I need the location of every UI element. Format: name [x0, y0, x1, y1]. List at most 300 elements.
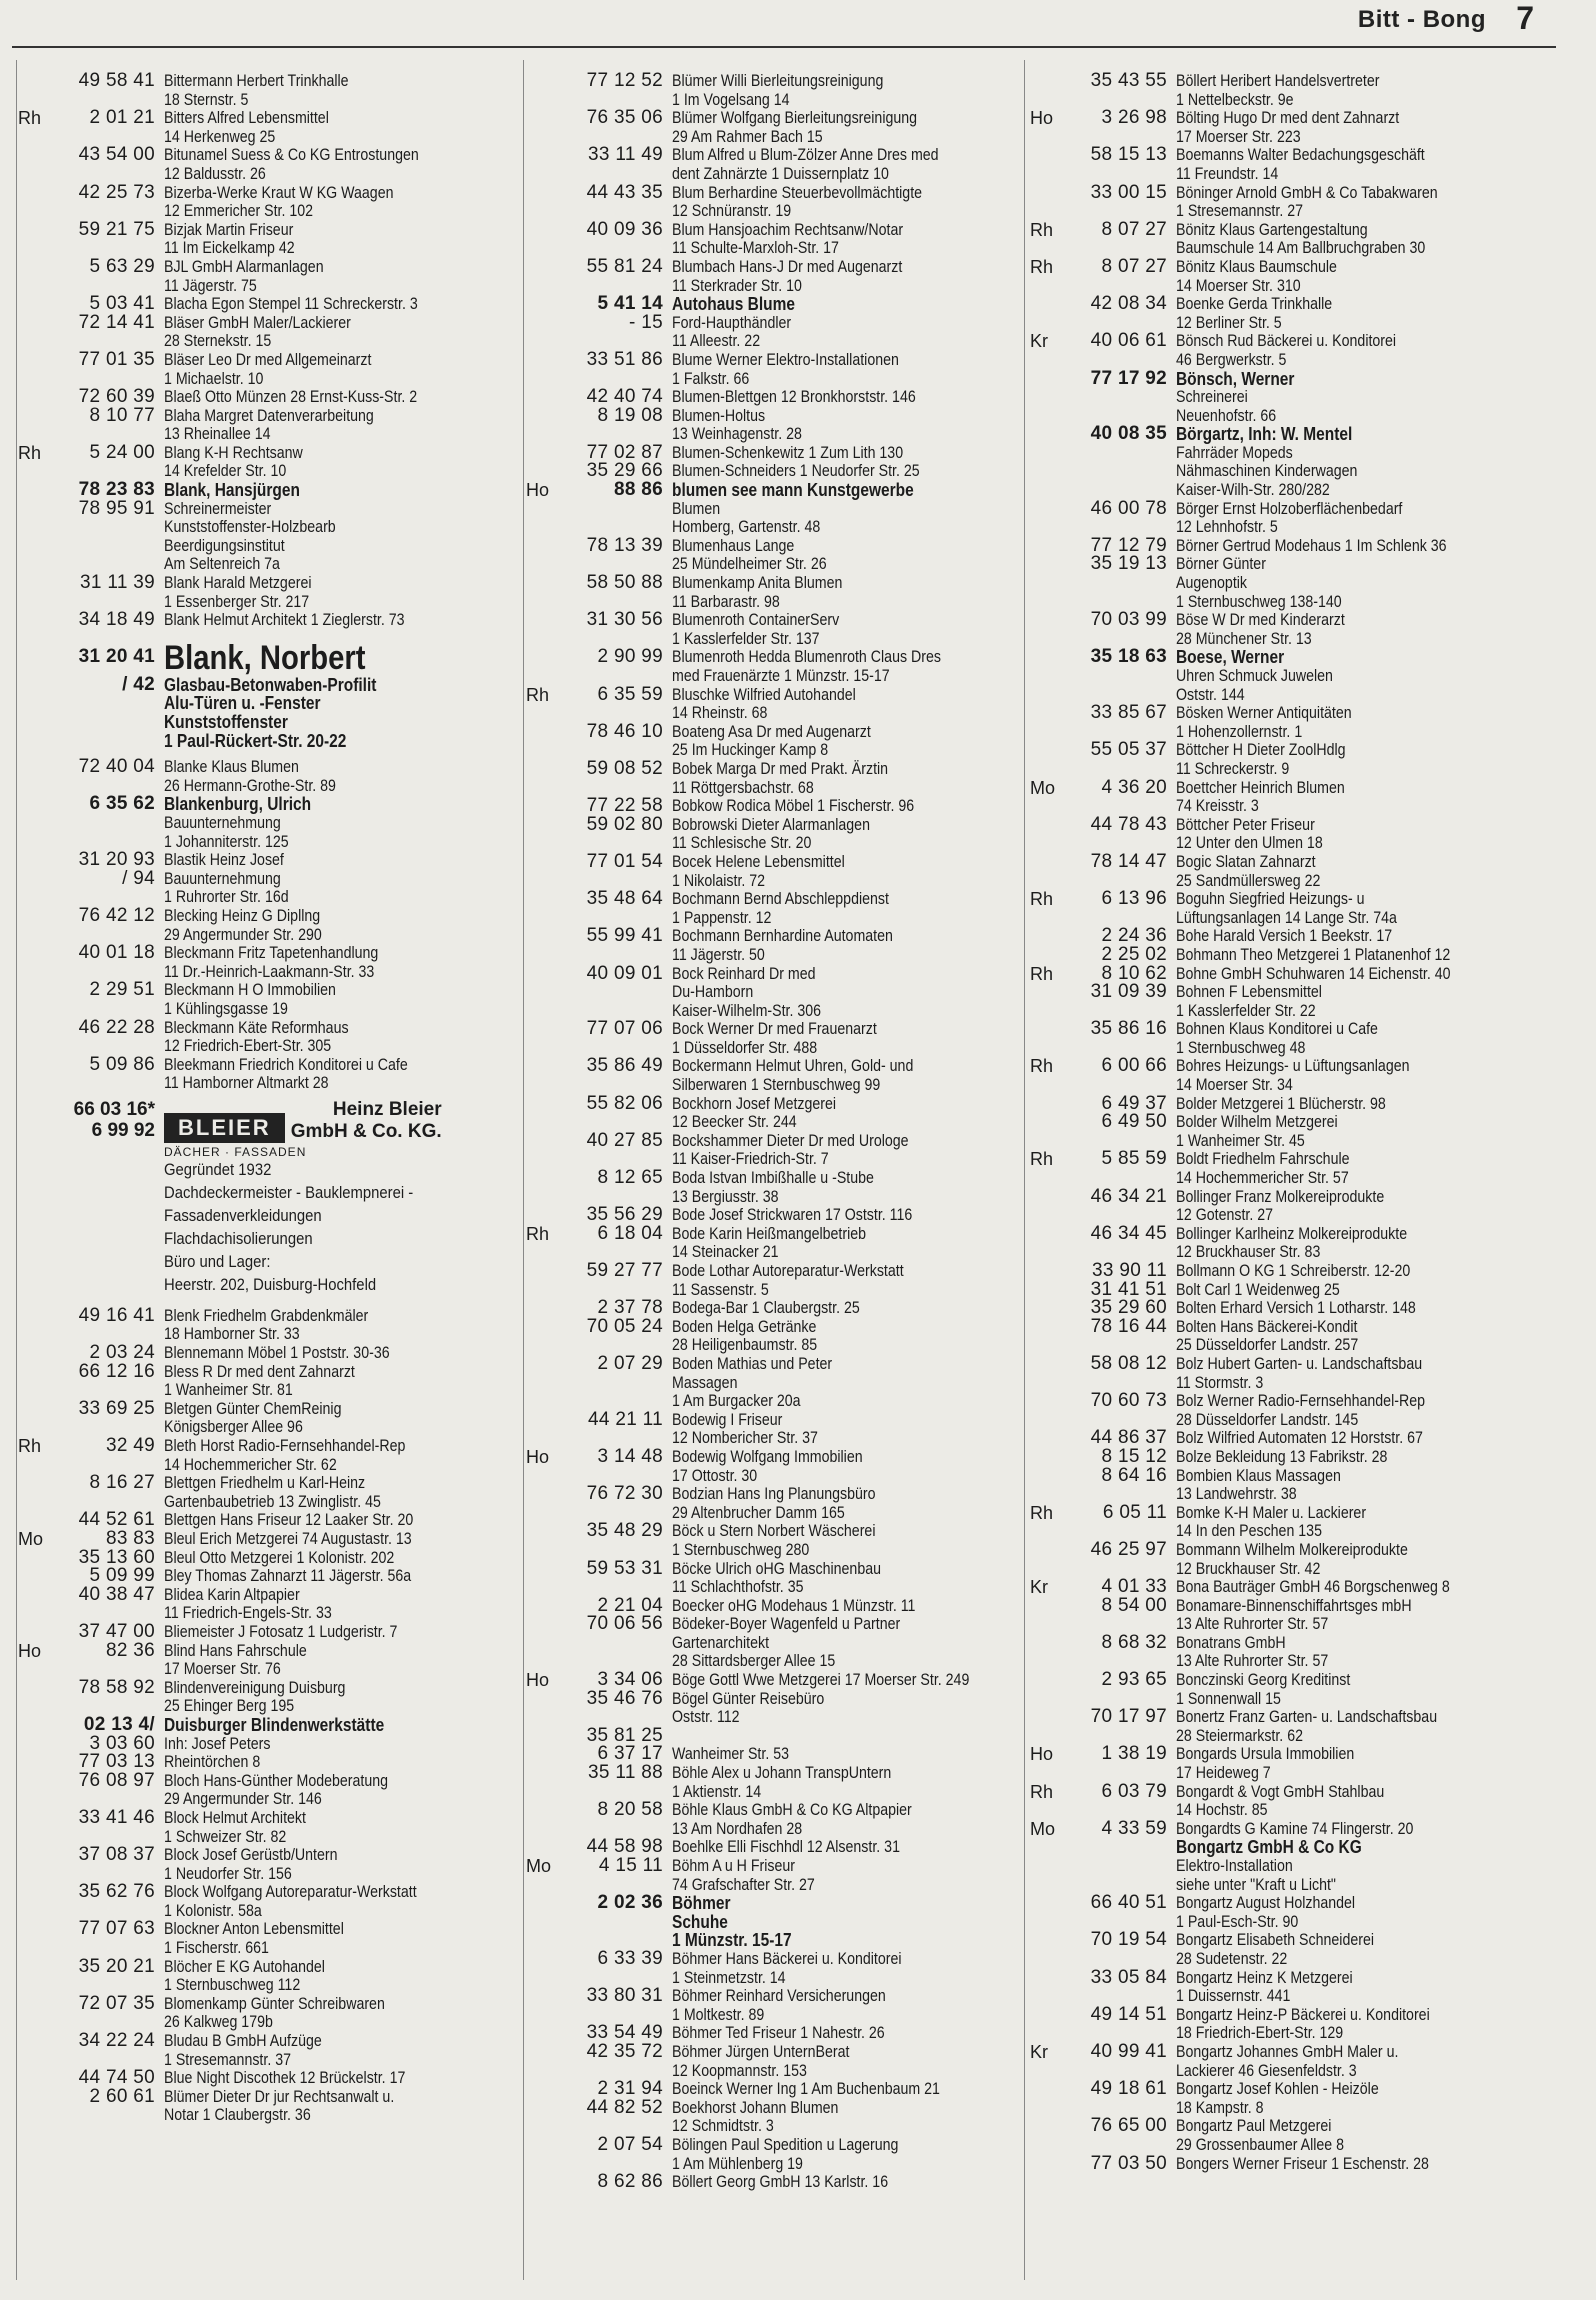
- listing-text: Blomenkamp Günter Schreibwaren 26 Kalkweg 179b: [164, 1994, 385, 2032]
- phone-number: 78 23 83: [78, 479, 155, 501]
- phone-number: 8 12 65: [597, 1167, 663, 1189]
- district-prefix: [526, 2173, 564, 2192]
- district-prefix: [18, 1363, 56, 1400]
- ad-phone-numbers: 66 03 16* 6 99 92: [73, 1098, 155, 1141]
- listing-text: Blecking Heinz G Dipllng 29 Angermunder Str. 290: [164, 906, 322, 944]
- directory-entry: [18, 795, 518, 814]
- directory-entry: [18, 981, 518, 1018]
- listing-text: Bizjak Martin Friseur 11 Im Eickelkamp 42: [164, 220, 295, 258]
- phone-number: 77 07 63: [78, 1918, 155, 1940]
- listing-text: Bleckmann H O Immobilien 1 Kühlingsgasse 19: [164, 981, 336, 1018]
- directory-entry: [1030, 1020, 1530, 1057]
- district-prefix: [1030, 1931, 1068, 1968]
- listing-text: Blumen-Schneiders 1 Neudorfer Str. 25: [672, 462, 920, 481]
- listing-text: Boda Istvan Imbißhalle u -Stube 13 Bergiusstr. 38: [672, 1169, 874, 1206]
- ad-text-line: Heerstr. 202, Duisburg-Hochfeld: [164, 1275, 377, 1294]
- district-prefix: Ho: [526, 1446, 550, 1467]
- phone-number: 40 09 01: [586, 962, 663, 984]
- phone-number: 76 42 12: [78, 904, 155, 926]
- phone-number: [56, 814, 164, 851]
- directory-entry: [526, 1857, 1026, 1894]
- advertisement: [18, 1099, 518, 1297]
- directory-entry: [526, 2080, 1026, 2099]
- listing-text: Block Wolfgang Autoreparatur-Werkstatt 1 Kolonistr. 58a: [164, 1883, 417, 1920]
- phone-number: 70 60 73: [1090, 1390, 1167, 1412]
- listing-text: Bongartz August Holzhandel 1 Paul-Esch-Str. 90: [1176, 1894, 1356, 1931]
- phone-number: 58 15 13: [1090, 144, 1167, 166]
- phone-number: 46 25 97: [1090, 1538, 1167, 1560]
- listing-text: Bleckmann Fritz Tapetenhandlung 11 Dr.-Heinrich-Laakmann-Str. 33: [164, 944, 379, 981]
- listing-text: Bludau B GmbH Aufzüge 1 Stresemannstr. 37: [164, 2032, 322, 2069]
- listing-text: Bloch Hans-Günther Modeberatung 29 Angermunder Str. 146: [164, 1771, 389, 1809]
- phone-number: 70 06 56: [586, 1613, 663, 1635]
- listing-text: Bolz Werner Radio-Fernsehhandel-Rep 28 Düsseldorfer Landstr. 145: [1176, 1392, 1425, 1429]
- district-prefix: [526, 351, 564, 388]
- directory-entry: [526, 1671, 1026, 1690]
- listing-text: Bläser GmbH Maler/Lackierer 28 Sternekstr. 15: [164, 313, 351, 351]
- district-prefix: [1030, 1597, 1068, 1634]
- district-prefix: [526, 1597, 564, 1616]
- column-divider: [16, 60, 17, 2280]
- directory-entry: [18, 1583, 518, 1623]
- phone-number: 3 03 60: [89, 1732, 155, 1754]
- district-prefix: [526, 146, 564, 183]
- listing-text: Bönitz Klaus Baumschule 14 Moerser Str. 310: [1176, 257, 1337, 295]
- listing-text: Bauunternehmung 1 Ruhrorter Str. 16d: [164, 869, 289, 907]
- listing-text: Blümer Willi Bierleitungsreinigung 1 Im Vogelsang 14: [672, 72, 884, 109]
- listing-text: Bollmann O KG 1 Schreiberstr. 12-20: [1176, 1262, 1411, 1280]
- phone-number: 2 31 94: [597, 2078, 663, 2100]
- directory-entry: [526, 404, 1026, 444]
- district-prefix: [1030, 648, 1068, 667]
- district-prefix: [1030, 1671, 1068, 1708]
- phone-number: 31 30 56: [586, 609, 663, 631]
- directory-entry: [1030, 1817, 1530, 1839]
- listing-text: Bocek Helene Lebensmittel 1 Nikolaistr. 72: [672, 852, 845, 890]
- directory-entry: [526, 1987, 1026, 2024]
- listing-text: Boenke Gerda Trinkhalle 12 Berliner Str. 5: [1176, 295, 1333, 332]
- district-prefix: [1030, 611, 1068, 648]
- listing-text: Blumenhaus Lange 25 Mündelheimer Str. 26: [672, 536, 827, 574]
- district-prefix: [18, 2088, 56, 2125]
- district-prefix: [526, 890, 564, 927]
- listing-text: Blaeß Otto Münzen 28 Ernst-Kuss-Str. 2: [164, 388, 418, 407]
- district-prefix: [1030, 184, 1068, 221]
- district-prefix: [1030, 1095, 1068, 1114]
- phone-number: 2 93 65: [1101, 1669, 1167, 1691]
- listing-text: Bless R Dr med dent Zahnarzt 1 Wanheimer Str. 81: [164, 1362, 355, 1400]
- district-prefix: [526, 1299, 564, 1318]
- listing-text: Boecker oHG Modehaus 1 Münzstr. 11: [672, 1596, 916, 1615]
- district-prefix: [1030, 1225, 1068, 1262]
- phone-number: 66 40 51: [1090, 1892, 1167, 1914]
- company-logo: BLEIER: [164, 1113, 285, 1143]
- district-prefix: [526, 1801, 564, 1838]
- listing-text: Börner Günter Augenoptik 1 Sternbuschweg 138-140: [1176, 555, 1342, 611]
- directory-entry: [1030, 667, 1530, 704]
- district-prefix: [526, 221, 564, 258]
- directory-entry: [526, 109, 1026, 146]
- directory-entry: [1030, 1352, 1530, 1392]
- phone-number: 55 81 24: [586, 255, 663, 277]
- listing-text: Bode Josef Strickwaren 17 Oststr. 116: [672, 1206, 913, 1225]
- directory-entry: [1030, 1708, 1530, 1745]
- district-prefix: [18, 500, 56, 574]
- district-prefix: [18, 1056, 56, 1093]
- phone-number: 46 22 28: [78, 1016, 155, 1038]
- listing-text: Elektro-Installation siehe unter "Kraft u Licht": [1176, 1857, 1336, 1894]
- phone-number: 76 35 06: [586, 107, 663, 129]
- listing-text: Bölting Hugo Dr med dent Zahnarzt 17 Moerser Str. 223: [1176, 109, 1400, 146]
- listing-text: Bodega-Bar 1 Claubergstr. 25: [672, 1299, 860, 1318]
- directory-entry: [1030, 72, 1530, 109]
- phone-number: 83 83: [105, 1528, 155, 1549]
- listing-text: Bogic Slatan Zahnarzt 25 Sandmüllersweg 22: [1176, 852, 1321, 890]
- directory-entry: [18, 1676, 518, 1716]
- district-prefix: [526, 1745, 564, 1764]
- phone-number: 6 35 62: [89, 793, 155, 815]
- phone-number: 44 82 52: [586, 2096, 663, 2118]
- district-prefix: [1030, 983, 1068, 1020]
- district-prefix: [526, 2043, 564, 2080]
- listing-text: Böninger Arnold GmbH & Co Tabakwaren 1 Stresemannstr. 27: [1176, 183, 1438, 221]
- district-prefix: [18, 1586, 56, 1623]
- district-prefix: [526, 1838, 564, 1857]
- district-prefix: [526, 109, 564, 146]
- district-prefix: [526, 537, 564, 574]
- directory-entry: [1030, 1838, 1530, 1857]
- district-prefix: [18, 1735, 56, 1754]
- directory-entry: [1030, 1150, 1530, 1187]
- directory-entry: [18, 1639, 518, 1679]
- listing-text: Böttcher Peter Friseur 12 Unter den Ulmen 18: [1176, 815, 1323, 853]
- listing-text: Blettgen Friedhelm u Karl-Heinz Gartenbaubetrieb 13 Zwinglistr. 45: [164, 1474, 381, 1511]
- district-prefix: [526, 1169, 564, 1206]
- phone-number: 35 46 76: [586, 1687, 663, 1709]
- phone-number: 33 00 15: [1090, 181, 1167, 203]
- directory-entry: [18, 388, 518, 407]
- directory-entry: [526, 255, 1026, 295]
- phone-number: 78 58 92: [78, 1676, 155, 1698]
- district-prefix: [526, 1132, 564, 1169]
- phone-number: 40 06 61: [1090, 330, 1167, 352]
- directory-entry: [526, 1947, 1026, 1987]
- directory-entry: [526, 1169, 1026, 1206]
- directory-entry: [1030, 295, 1530, 332]
- listing-text: Blume Werner Elektro-Installationen 1 Falkstr. 66: [672, 350, 899, 388]
- listing-text: [672, 1727, 976, 1746]
- district-prefix: [526, 965, 564, 1021]
- district-prefix: [1030, 388, 1068, 425]
- directory-entry: [526, 1557, 1026, 1597]
- listing-text: Blum Hansjoachim Rechtsanw/Notar 11 Schulte-Marxloh-Str. 17: [672, 220, 904, 258]
- directory-entry: [1030, 1113, 1530, 1150]
- listing-text: Böcke Ulrich oHG Maschinenbau 11 Schlachthofstr. 35: [672, 1559, 882, 1597]
- directory-entry: [1030, 1857, 1530, 1894]
- listing-text: Bodewig Wolfgang Immobilien 17 Ottostr. 30: [672, 1447, 863, 1485]
- listing-text: Boese, Werner: [1176, 648, 1285, 667]
- district-prefix: [18, 388, 56, 407]
- listing-text: Börner Gertrud Modehaus 1 Im Schlenk 36: [1176, 536, 1447, 555]
- district-prefix: [526, 184, 564, 221]
- district-prefix: [526, 1095, 564, 1132]
- directory-entry: [1030, 444, 1530, 500]
- listing-text: Bohres Heizungs- u Lüftungsanlagen 14 Moerser Str. 34: [1176, 1057, 1410, 1095]
- directory-entry: [18, 1846, 518, 1883]
- phone-number: 77 01 54: [586, 850, 663, 872]
- district-prefix: Ho: [1030, 1744, 1054, 1765]
- listing-text: Boateng Asa Dr med Augenarzt 25 Im Huckinger Kamp 8: [672, 722, 871, 760]
- listing-text: Bödeker-Boyer Wagenfeld u Partner Gartenarchitekt 28 Sittardsberger Allee 15: [672, 1615, 901, 1671]
- district-prefix: [1030, 72, 1068, 109]
- directory-entry: [18, 1955, 518, 1995]
- directory-entry: [1030, 1931, 1530, 1968]
- directory-entry: [1030, 1894, 1530, 1931]
- listing-text: Blanke Klaus Blumen 26 Hermann-Grothe-Str. 89: [164, 758, 336, 795]
- directory-entry: [526, 2173, 1026, 2192]
- district-prefix: [526, 1690, 564, 1727]
- listing-text: Bock Reinhard Dr med Du-Hamborn Kaiser-Wilhelm-Str. 306: [672, 964, 822, 1020]
- directory-entry: [1030, 983, 1530, 1020]
- phone-number: 40 38 47: [78, 1583, 155, 1605]
- phone-number: 2 37 78: [597, 1297, 663, 1319]
- directory-entry: [18, 574, 518, 611]
- directory-entry: [526, 534, 1026, 574]
- district-prefix: [1030, 1188, 1068, 1225]
- listing-text: Block Helmut Architekt 1 Schweizer Str. 82: [164, 1808, 306, 1846]
- listing-text: Schreinermeister Kunststoffenster-Holzbearb Beerdigungsinstitut Am Seltenreich 7a: [164, 499, 336, 574]
- directory-entry: [526, 348, 1026, 388]
- listing-text: Bönsch, Werner: [1176, 369, 1295, 389]
- listing-text: Bollinger Karlheinz Molkereiprodukte 12 Bruckhauser Str. 83: [1176, 1224, 1408, 1262]
- listing-text: Böhle Alex u Johann TranspUntern 1 Aktienstr. 14: [672, 1764, 892, 1801]
- directory-entry: [1030, 2080, 1530, 2117]
- phone-number: 35 62 76: [78, 1881, 155, 1903]
- phone-number: - 15: [629, 311, 663, 333]
- district-prefix: [18, 795, 56, 814]
- directory-entry: [1030, 890, 1530, 927]
- directory-entry: [526, 1262, 1026, 1299]
- directory-entry: [1030, 555, 1530, 611]
- listing-text: Bitters Alfred Lebensmittel 14 Herkenweg 25: [164, 109, 329, 146]
- listing-text: Blindenvereinigung Duisburg 25 Ehinger Berg 195: [164, 1678, 346, 1716]
- listing-text: Schreinerei Neuenhofstr. 66: [1176, 388, 1277, 425]
- phone-number: 8 10 77: [89, 404, 155, 426]
- district-prefix: [526, 2136, 564, 2173]
- directory-entry: [526, 1129, 1026, 1169]
- directory-entry: [18, 1053, 518, 1093]
- directory-entry: [1030, 1185, 1530, 1225]
- listing-text: Böhmer Jürgen UnternBerat 12 Koopmannstr. 153: [672, 2042, 850, 2080]
- district-prefix: [526, 1522, 564, 1559]
- page-header: [0, 0, 1596, 50]
- listing-text: Böllert Heribert Handelsvertreter 1 Nettelbeckstr. 9e: [1176, 72, 1380, 109]
- directory-entry: [1030, 255, 1530, 295]
- phone-number: 5 85 59: [1101, 1148, 1167, 1170]
- district-prefix: [526, 1318, 564, 1355]
- directory-entry: [1030, 943, 1530, 965]
- district-prefix: [1030, 1113, 1068, 1150]
- district-prefix: [18, 640, 56, 676]
- directory-entry: [526, 890, 1026, 927]
- phone-number: 44 52 61: [78, 1509, 155, 1531]
- directory-entry: [526, 574, 1026, 611]
- district-prefix: [18, 1549, 56, 1568]
- listing-text: Blennemann Möbel 1 Poststr. 30-36: [164, 1344, 390, 1363]
- phone-number: 2 07 29: [597, 1352, 663, 1374]
- directory-entry: [1030, 1299, 1530, 1318]
- district-prefix: [1030, 667, 1068, 704]
- listing-text: Bongers Werner Friseur 1 Eschenstr. 28: [1176, 2154, 1429, 2173]
- phone-number: 42 08 34: [1090, 293, 1167, 315]
- district-prefix: [18, 1019, 56, 1056]
- listing-text: Bombien Klaus Massagen 13 Landwehrstr. 38: [1176, 1466, 1341, 1504]
- district-prefix: [18, 1679, 56, 1716]
- directory-entry: [526, 481, 1026, 500]
- district-prefix: [18, 351, 56, 388]
- listing-text: Bliemeister J Fotosatz 1 Ludgeristr. 7: [164, 1622, 398, 1641]
- phone-number: 34 22 24: [78, 2030, 155, 2052]
- phone-number: 2 03 24: [89, 1342, 155, 1364]
- listing-text: Blank, Norbert: [164, 639, 366, 676]
- phone-number: 40 09 36: [586, 218, 663, 240]
- directory-entry: [1030, 425, 1530, 444]
- logo-subtitle: DÄCHER · FASSADEN: [164, 1144, 307, 1159]
- district-prefix: [1030, 1429, 1068, 1448]
- district-prefix: [526, 574, 564, 611]
- district-prefix: Rh: [1030, 256, 1054, 277]
- listing-text: Bockhorn Josef Metzgerei 12 Beecker Str. 244: [672, 1094, 837, 1132]
- district-prefix: Kr: [1030, 1577, 1048, 1598]
- directory-entry: [1030, 181, 1530, 221]
- listing-text: Böck u Stern Norbert Wäscherei 1 Sternbuschweg 280: [672, 1522, 876, 1559]
- directory-entry: [526, 500, 1026, 537]
- listing-text: Bochmann Bernd Abschleppdienst 1 Pappenstr. 12: [672, 890, 889, 927]
- directory-entry: [1030, 1315, 1530, 1355]
- district-prefix: [526, 1727, 564, 1746]
- directory-entry: [18, 1806, 518, 1846]
- phone-number: 43 54 00: [78, 144, 155, 166]
- listing-text: Blockner Anton Lebensmittel 1 Fischerstr. 661: [164, 1920, 344, 1958]
- directory-entry: [1030, 1392, 1530, 1429]
- district-prefix: Rh: [1030, 1056, 1054, 1077]
- phone-number: [1068, 444, 1176, 500]
- district-prefix: Ho: [1030, 108, 1054, 129]
- listing-text: Börgartz, Inh: W. Mentel: [1176, 425, 1353, 444]
- directory-entry: [18, 867, 518, 907]
- listing-text: Wanheimer Str. 53: [672, 1745, 789, 1764]
- district-prefix: [18, 1809, 56, 1846]
- district-prefix: [18, 611, 56, 630]
- listing-text: Blank Helmut Architekt 1 Zieglerstr. 73: [164, 611, 405, 630]
- district-prefix: Ho: [18, 1640, 42, 1661]
- phone-number: [564, 500, 672, 537]
- district-prefix: [18, 907, 56, 944]
- listing-text: Bommann Wilhelm Molkereiprodukte 12 Bruckhauser Str. 42: [1176, 1540, 1408, 1578]
- phone-number: 59 27 77: [586, 1260, 663, 1281]
- district-prefix: Rh: [18, 442, 42, 463]
- district-prefix: [1030, 1541, 1068, 1578]
- listing-text: Bohnen Klaus Konditorei u Cafe 1 Sternbuschweg 48: [1176, 1020, 1378, 1057]
- phone-number: 59 02 80: [586, 813, 663, 835]
- listing-text: Blank, Hansjürgen: [164, 481, 300, 500]
- directory-entry: [1030, 776, 1530, 816]
- listing-text: Blidea Karin Altpapier 11 Friedrich-Engels-Str. 33: [164, 1585, 332, 1623]
- district-prefix: [18, 1846, 56, 1883]
- listing-text: Blum Alfred u Blum-Zölzer Anne Dres med dent Zahnärzte 1 Duissernplatz 10: [672, 146, 939, 183]
- phone-number: 58 08 12: [1090, 1352, 1167, 1374]
- district-prefix: Mo: [526, 1856, 552, 1876]
- listing-text: Bomke K-H Maler u. Lackierer 14 In den Peschen 135: [1176, 1503, 1367, 1541]
- phone-number: 49 58 41: [78, 72, 155, 91]
- listing-text: Bitunamel Suess & Co KG Entrostungen 12 Baldusstr. 26: [164, 146, 419, 183]
- phone-number: 2 60 61: [89, 2085, 155, 2107]
- phone-number: 35 43 55: [1090, 72, 1167, 91]
- district-prefix: Rh: [1030, 1781, 1054, 1802]
- phone-number: 76 72 30: [586, 1483, 663, 1505]
- directory-entry: [18, 1016, 518, 1056]
- listing-text: Bittermann Herbert Trinkhalle 18 Sternstr. 5: [164, 72, 349, 109]
- directory-entry: [18, 673, 518, 751]
- phone-number: 78 14 47: [1090, 850, 1167, 872]
- district-prefix: [1030, 1857, 1068, 1894]
- phone-number: 35 11 88: [588, 1762, 663, 1784]
- directory-entry: [526, 1801, 1026, 1838]
- listing-text: BJL GmbH Alarmanlagen 11 Jägerstr. 75: [164, 257, 324, 295]
- district-prefix: [1030, 1448, 1068, 1467]
- directory-entry: [18, 611, 518, 630]
- district-prefix: [1030, 555, 1068, 611]
- listing-text: Blacha Egon Stempel 11 Schreckerstr. 3: [164, 295, 418, 314]
- directory-entry: [18, 404, 518, 444]
- district-prefix: [18, 146, 56, 183]
- directory-entry: [526, 850, 1026, 890]
- district-prefix: [526, 797, 564, 816]
- listing-text: Inh: Josef Peters: [164, 1734, 271, 1753]
- listing-text: Blenk Friedhelm Grabdenkmäler 18 Hamborner Str. 33: [164, 1306, 369, 1344]
- page-number: 7: [1516, 0, 1534, 36]
- phone-number: 88 86: [613, 479, 663, 501]
- district-prefix: [18, 1474, 56, 1511]
- listing-text: Böhle Klaus GmbH & Co KG Altpapier 13 Am Nordhafen 28: [672, 1801, 912, 1838]
- listing-text: Böhmer Hans Bäckerei u. Konditorei 1 Steinmetzstr. 14: [672, 1949, 902, 1987]
- directory-entry: [18, 1769, 518, 1809]
- listing-text: Bockshammer Dieter Dr med Urologe 11 Kaiser-Friedrich-Str. 7: [672, 1131, 909, 1169]
- directory-entry: [526, 927, 1026, 964]
- phone-number: 8 20 58: [597, 1799, 663, 1821]
- district-prefix: [18, 1623, 56, 1642]
- district-prefix: [1030, 853, 1068, 890]
- listing-text: Böllert Georg GmbH 13 Karlstr. 16: [672, 2173, 889, 2192]
- district-prefix: Kr: [1030, 331, 1048, 352]
- district-prefix: [1030, 370, 1068, 389]
- directory-entry: [526, 611, 1026, 648]
- phone-number: 77 12 52: [586, 72, 663, 91]
- district-prefix: [18, 221, 56, 258]
- phone-number: 40 99 41: [1090, 2040, 1167, 2062]
- listing-text: Boemanns Walter Bedachungsgeschäft 11 Freundstr. 14: [1176, 146, 1425, 183]
- listing-text: Bongardt & Vogt GmbH Stahlbau 14 Hochstr. 85: [1176, 1782, 1385, 1820]
- directory-entry: [526, 1222, 1026, 1262]
- phone-number: 77 01 35: [78, 348, 155, 370]
- listing-text: Blumen Homberg, Gartenstr. 48: [672, 499, 821, 537]
- district-prefix: [526, 295, 564, 314]
- listing-text: Boldt Friedhelm Fahrschule 14 Hochemmericher Str. 57: [1176, 1150, 1350, 1188]
- directory-entry: [18, 1474, 518, 1511]
- listing-text: Bösken Werner Antiquitäten 1 Hohenzollernstr. 1: [1176, 704, 1352, 741]
- listing-text: Blumenkamp Anita Blumen 11 Barbarastr. 98: [672, 574, 843, 611]
- listing-text: Böhmer Ted Friseur 1 Nahestr. 26: [672, 2024, 885, 2043]
